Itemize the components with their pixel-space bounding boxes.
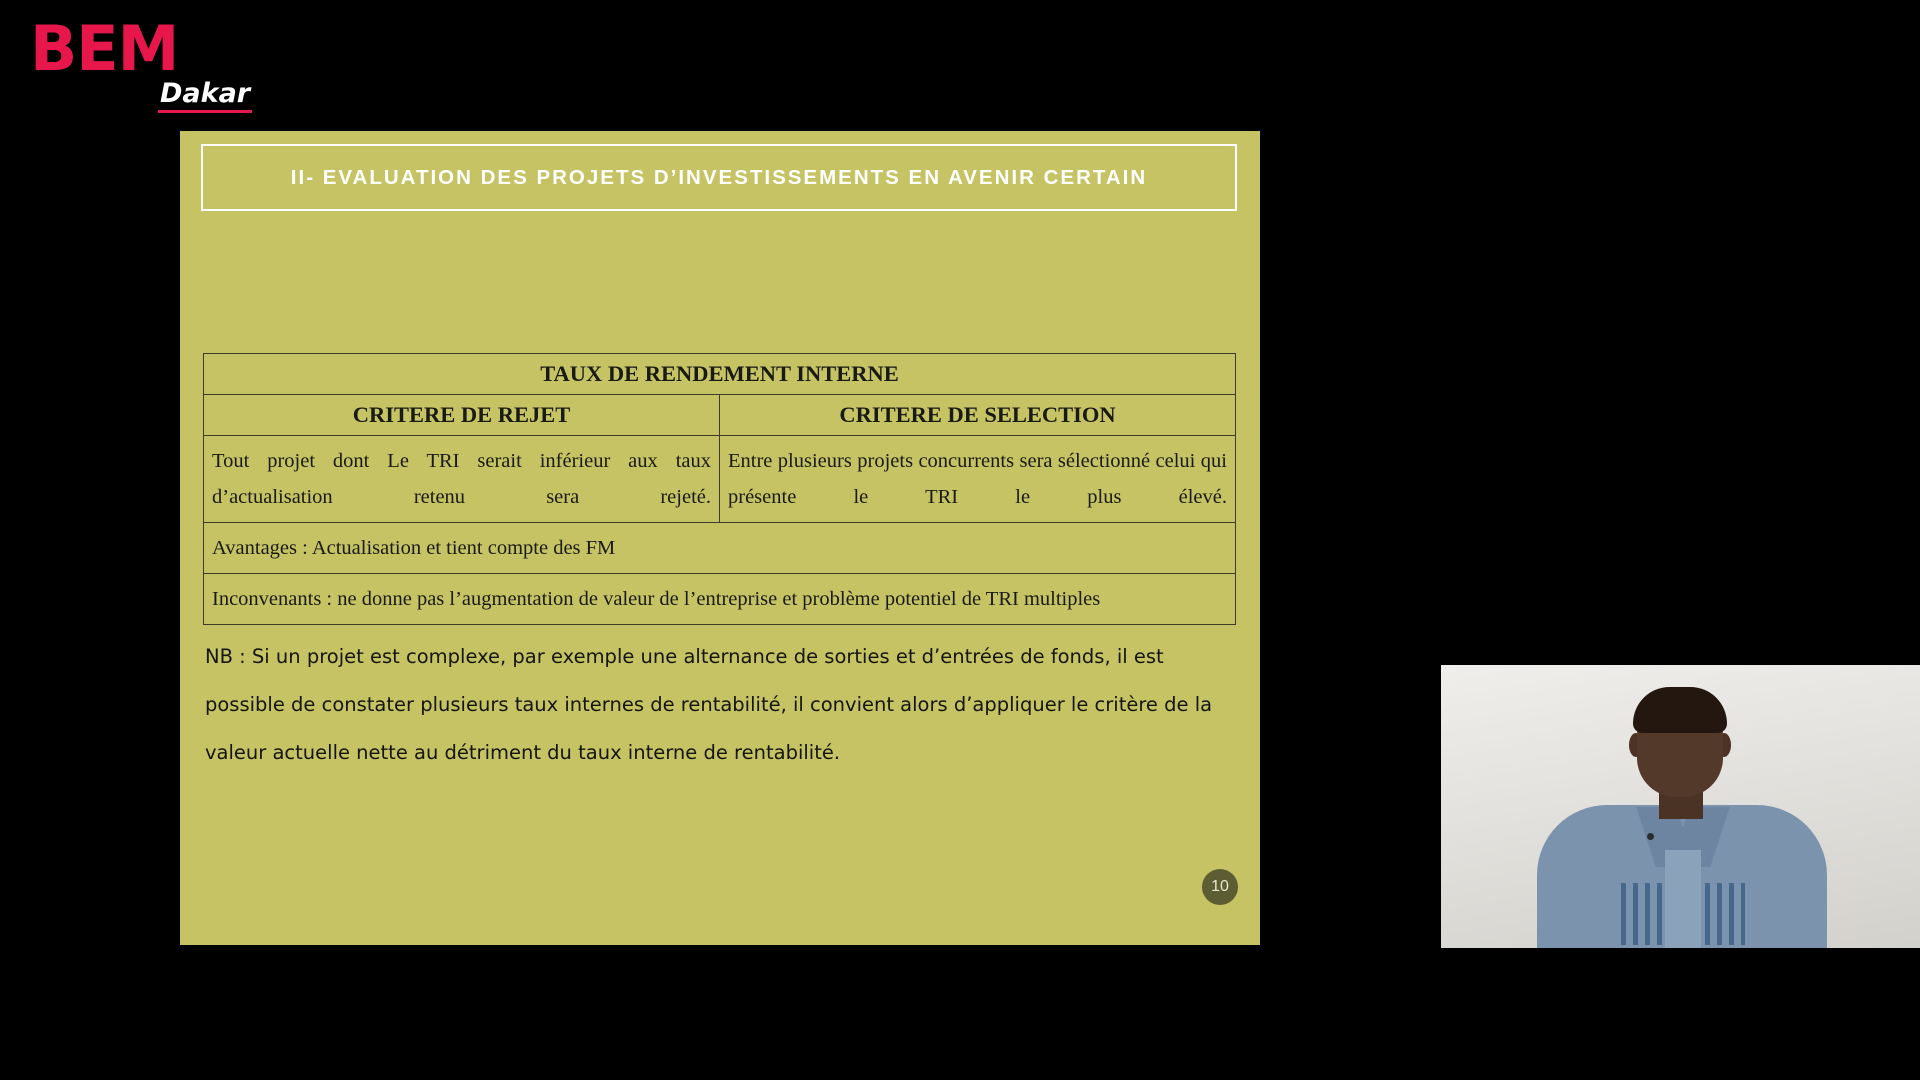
slide-title: II- EVALUATION DES PROJETS D’INVESTISSEMENTS EN AVENIR CERTAIN	[290, 166, 1148, 189]
table-header-selection: CRITERE DE SELECTION	[720, 395, 1236, 436]
shirt-placket	[1665, 850, 1701, 948]
slide-note: NB : Si un projet est complexe, par exemple une alternance de sorties et d’entrées de fonds, il est possible de constater plusieurs taux internes de rentabilité, il convient alors d’appliquer le critère de la valeur actuelle nette au détriment du taux interne de rentabilité.	[205, 645, 1213, 764]
table-row	[204, 395, 1236, 436]
table-header-rejet: CRITERE DE REJET	[204, 395, 720, 436]
table-row	[204, 523, 1236, 574]
table-cell-drawbacks: Inconvenants : ne donne pas l’augmentation de valeur de l’entreprise et problème potentiel de TRI multiples	[204, 574, 1236, 625]
table-cell-rejet: Tout projet dont Le TRI serait inférieur aux taux d’actualisation retenu sera rejeté.	[204, 436, 720, 523]
table-row	[204, 436, 1236, 523]
lapel-microphone-icon	[1647, 833, 1654, 840]
table-cell-selection: Entre plusieurs projets concurrents sera sélectionné celui qui présente le TRI le plus élevé.	[720, 436, 1236, 523]
logo-primary-text: BEM	[30, 12, 179, 85]
logo-secondary-text: Dakar	[158, 80, 252, 113]
table-row	[204, 574, 1236, 625]
table-row	[204, 354, 1236, 395]
table-cell-advantages: Avantages : Actualisation et tient compte des FM	[204, 523, 1236, 574]
slide-page-number: 10	[1202, 869, 1238, 905]
criteria-table	[203, 353, 1236, 625]
presenter-hair	[1633, 687, 1727, 733]
presenter-video[interactable]	[1441, 665, 1920, 948]
brand-logo	[30, 12, 260, 118]
slide-title-box	[201, 144, 1237, 211]
table-title-cell: TAUX DE RENDEMENT INTERNE	[204, 354, 1236, 395]
presentation-slide	[180, 131, 1260, 945]
